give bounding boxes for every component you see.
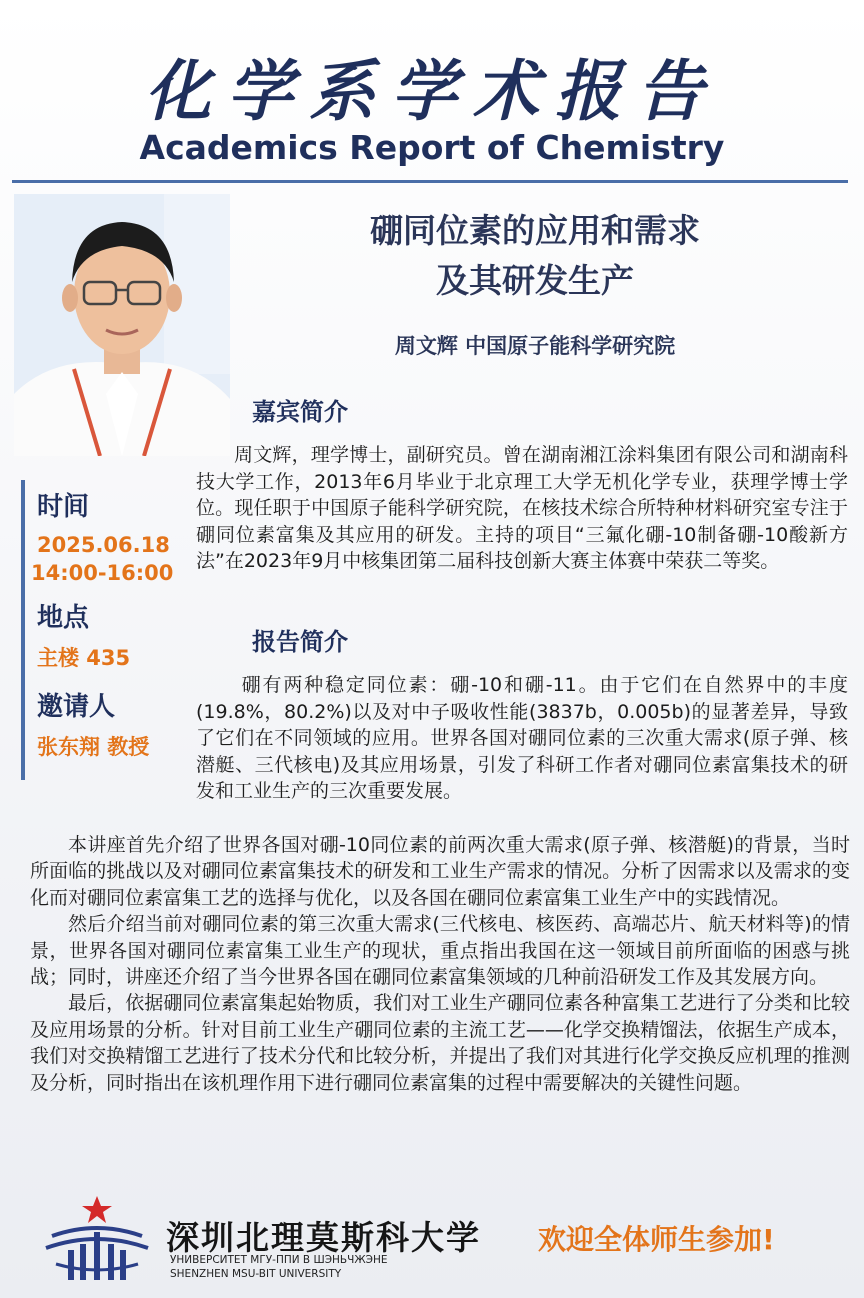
university-logo-icon	[42, 1196, 152, 1288]
report-paragraph: 然后介绍当前对硼同位素的第三次重大需求(三代核电、核医药、高端芯片、航天材料等)的情景，世界各国对硼同位素富集工业生产的现状，重点指出我国在这一领域目前所面临的困惑与挑战；同时，讲座还介绍了当今世界各国在硼同位素富集领域的几种前沿研发工作及其发展方向。	[30, 913, 850, 989]
event-info-sidebar	[21, 480, 191, 780]
speaker-photo	[14, 194, 230, 456]
footer	[0, 1196, 864, 1296]
event-time: 14:00-16:00	[31, 561, 174, 585]
guest-intro-heading: 嘉宾简介	[252, 398, 348, 426]
report-intro-lead: 硼有两种稳定同位素：硼-10和硼-11。由于它们在自然界中的丰度(19.8%，80.2%)以及对中子吸收性能(3837b，0.005b)的显著差异，导致了它们在不同领域的应用。世界各国对硼同位素的三次重大需求(原子弹、核潜艇、三代核电)及其应用场景，引发了科研工作者对硼同位素富集技术的研发和工业生产的三次重要发展。	[196, 674, 848, 802]
host-label: 邀请人	[37, 692, 116, 722]
talk-title-line2: 及其研发生产	[436, 261, 634, 300]
university-name-cn: 深圳北理莫斯科大学	[166, 1218, 481, 1257]
time-label: 时间	[37, 492, 90, 522]
report-body	[30, 832, 850, 1096]
event-place: 主楼 435	[37, 646, 131, 670]
speaker-name: 周文辉 中国原子能科学研究院	[394, 334, 676, 358]
guest-intro-text: 周文辉，理学博士，副研究员。曾在湖南湘江涂料集团有限公司和湖南科技大学工作，2013年6月毕业于北京理工大学无机化学专业，获理学博士学位。现任职于中国原子能科学研究院，在核技术综合所特种材料研究室专注于硼同位素富集及其应用的研发。主持的项目“三氟化硼-10制备硼-10酸新方法”在2023年9月中核集团第二届科技创新大赛主体赛中荣获二等奖。	[196, 444, 848, 572]
event-date: 2025.06.18	[37, 533, 170, 557]
header-title-cn: 化学系学术报告	[145, 52, 719, 130]
place-label: 地点	[37, 603, 90, 633]
report-paragraph: 最后，依据硼同位素富集起始物质，我们对工业生产硼同位素各种富集工艺进行了分类和比较及应用场景的分析。针对目前工业生产硼同位素的主流工艺——化学交换精馏法，依据生产成本，我们对交换精馏工艺进行了技术分代和比较分析，并提出了我们对其进行化学交换反应机理的推测及分析，同时指出在该机理作用下进行硼同位素富集的过程中需要解决的关键性问题。	[30, 992, 850, 1094]
report-paragraph: 本讲座首先介绍了世界各国对硼-10同位素的前两次重大需求(原子弹、核潜艇)的背景，当时所面临的挑战以及对硼同位素富集技术的研发和工业生产需求的情况。分析了因需求以及需求的变化而对硼同位素富集工艺的选择与优化，以及各国在硼同位素富集工业生产中的实践情况。	[30, 834, 850, 909]
university-name-en: SHENZHEN MSU-BIT UNIVERSITY	[170, 1268, 342, 1280]
university-name-ru: УНИВЕРСИТЕТ МГУ-ППИ В ШЭНЬЧЖЭНЕ	[170, 1254, 388, 1266]
talk-title	[240, 206, 830, 306]
welcome-message: 欢迎全体师生参加!	[538, 1223, 775, 1256]
header-title-en: Academics Report of Chemistry	[139, 128, 725, 167]
event-host: 张东翔 教授	[37, 735, 150, 759]
talk-title-line1: 硼同位素的应用和需求	[370, 211, 700, 250]
header-divider	[12, 180, 848, 183]
speaker-portrait-icon	[14, 194, 230, 456]
report-intro-heading: 报告简介	[252, 628, 348, 656]
